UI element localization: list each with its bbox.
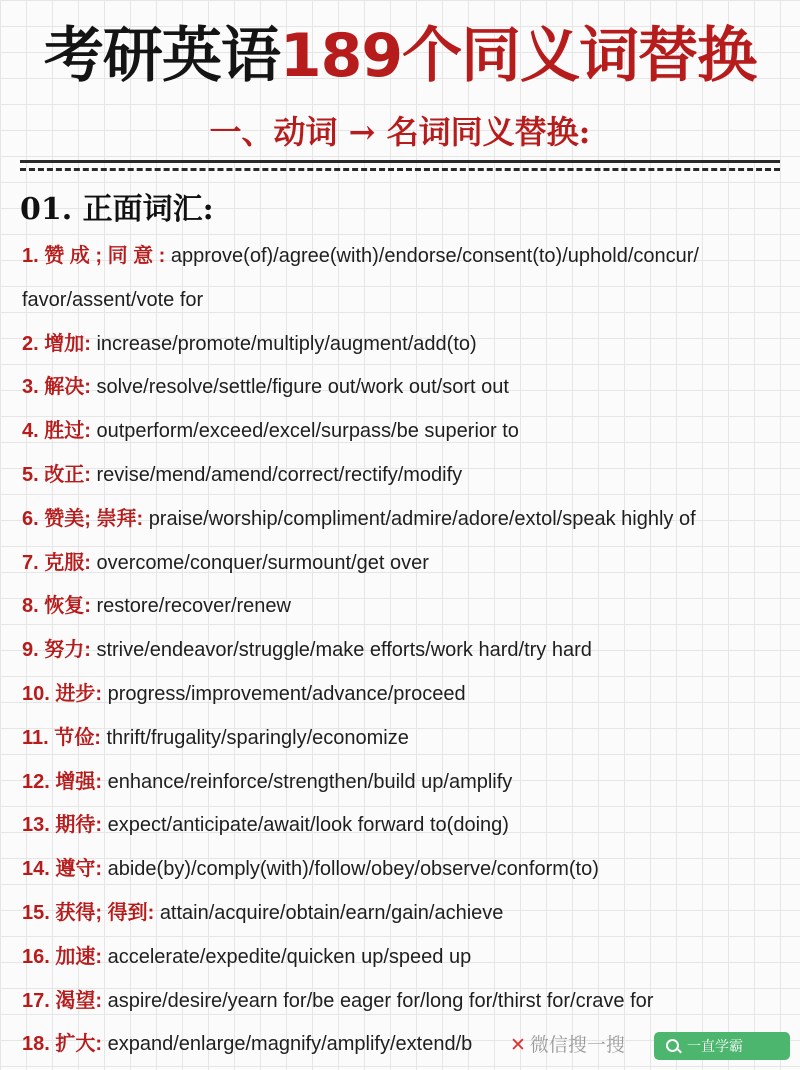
list-item (22, 410, 792, 454)
entry-text: progress/improvement/advance/proceed (107, 682, 466, 705)
list-item (22, 585, 792, 629)
title-black-part: 考研英语 (43, 21, 280, 91)
entry-text: outperform/exceed/excel/surpass/be superior to (96, 420, 519, 443)
list-item (22, 629, 792, 673)
entry-label: 10. 进步: (22, 682, 103, 705)
entry-label: 14. 遵守: (22, 858, 103, 881)
search-pill-label: 一直学霸 (687, 1038, 743, 1054)
entry-list (22, 235, 792, 1067)
entry-text: enhance/reinforce/strengthen/build up/amplify (107, 770, 513, 793)
list-item (22, 980, 792, 1024)
entry-label: 18. 扩大: (22, 1033, 103, 1056)
entry-text: solve/resolve/settle/figure out/work out/sort out (96, 376, 509, 399)
entry-label: 17. 渴望: (22, 989, 103, 1012)
list-item (22, 498, 792, 542)
entry-label: 3. 解决: (22, 376, 91, 399)
entry-text: expand/enlarge/magnify/amplify/extend/b (107, 1033, 473, 1056)
entry-label: 2. 增加: (22, 332, 91, 355)
divider-dashed (20, 168, 780, 171)
list-item (22, 454, 792, 498)
entry-label: 12. 增强: (22, 770, 103, 793)
section-heading: 01. 正面词汇: (20, 192, 214, 227)
entry-text: thrift/frugality/sparingly/economize (106, 726, 409, 749)
list-item (22, 761, 792, 805)
entry-label: 6. 赞美; 崇拜: (22, 507, 144, 530)
entry-text: expect/anticipate/await/look forward to(doing) (107, 814, 509, 837)
entry-text-continued: favor/assent/vote for (22, 288, 204, 311)
title-red-part: 189个同义词替换 (279, 21, 757, 91)
entry-text: abide(by)/comply(with)/follow/obey/observe/conform(to) (107, 858, 599, 881)
list-item (22, 673, 792, 717)
search-pill-button[interactable] (654, 1032, 790, 1060)
entry-label: 9. 努力: (22, 639, 91, 662)
entry-label: 8. 恢复: (22, 595, 91, 618)
entry-text: increase/promote/multiply/augment/add(to) (96, 332, 477, 355)
list-item (22, 848, 792, 892)
page-subtitle: 一、动词 → 名词同义替换: (209, 113, 591, 151)
entry-text: strive/endeavor/struggle/make efforts/work hard/try hard (96, 639, 592, 662)
entry-label: 16. 加速: (22, 945, 103, 968)
entry-text: restore/recover/renew (96, 595, 291, 618)
entry-label: 13. 期待: (22, 814, 103, 837)
entry-label: 1. 赞 成 ; 同 意 : (22, 245, 166, 267)
wechat-search-watermark (510, 1032, 625, 1060)
entry-label: 4. 胜过: (22, 420, 91, 443)
entry-label: 7. 克服: (22, 551, 91, 574)
search-icon (666, 1039, 679, 1052)
list-item (22, 542, 792, 586)
list-item (22, 366, 792, 410)
list-item (22, 235, 792, 323)
entry-label: 15. 获得; 得到: (22, 901, 155, 924)
entry-text: approve(of)/agree(with)/endorse/consent(to)/uphold/concur/ (170, 245, 699, 267)
entry-text: overcome/conquer/surmount/get over (96, 551, 429, 574)
list-item (22, 892, 792, 936)
divider-solid (20, 160, 780, 163)
entry-text: accelerate/expedite/quicken up/speed up (107, 945, 472, 968)
entry-text: revise/mend/amend/correct/rectify/modify (96, 463, 463, 486)
entry-text: attain/acquire/obtain/earn/gain/achieve (159, 901, 504, 924)
watermark-text: 微信搜一搜 (529, 1035, 625, 1056)
entry-text: praise/worship/compliment/admire/adore/extol/speak highly of (148, 507, 696, 530)
list-item (22, 936, 792, 980)
list-item (22, 717, 792, 761)
entry-label: 11. 节俭: (22, 726, 101, 749)
entry-label: 5. 改正: (22, 463, 91, 486)
page-title (0, 18, 800, 94)
entry-text: aspire/desire/yearn for/be eager for/long for/thirst for/crave for (107, 989, 654, 1012)
list-item (22, 804, 792, 848)
wechat-search-icon: ✕ (510, 1035, 526, 1056)
list-item (22, 323, 792, 367)
